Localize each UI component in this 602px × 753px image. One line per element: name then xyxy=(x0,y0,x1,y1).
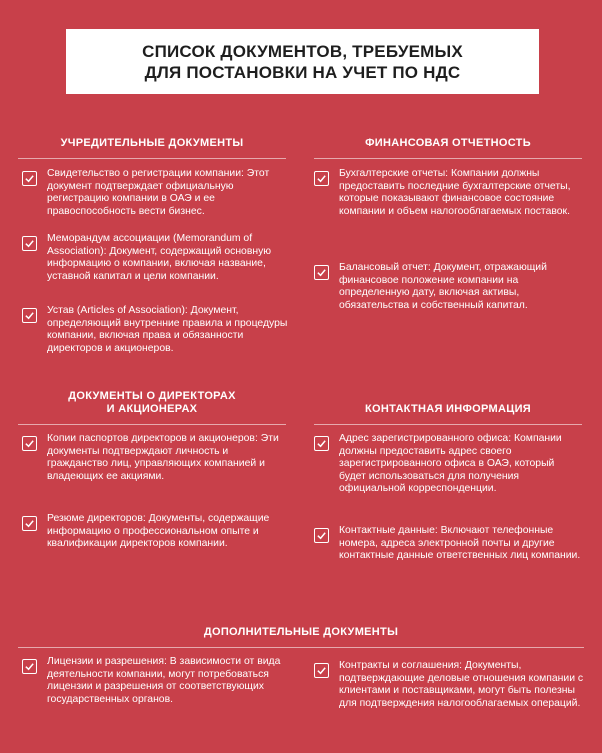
checkbox-check-icon xyxy=(22,308,37,323)
list-item xyxy=(314,262,584,312)
item-text: Меморандум ассоциации (Memorandum of Association): Документ, содержащий основную информацию о компании, включая название, уставной капитал и цели компании. xyxy=(47,233,272,282)
list-item xyxy=(314,168,584,218)
section-heading: УЧРЕДИТЕЛЬНЫЕ ДОКУМЕНТЫ xyxy=(60,137,244,149)
section-heading: ФИНАНСОВАЯ ОТЧЕТНОСТЬ xyxy=(365,137,531,149)
list-item xyxy=(314,525,584,563)
list-item xyxy=(22,433,292,483)
title-line-1: СПИСОК ДОКУМЕНТОВ, ТРЕБУЕМЫХ xyxy=(142,41,463,61)
list-item xyxy=(22,233,292,283)
section-heading xyxy=(18,390,286,416)
list-item xyxy=(22,305,292,355)
section-directors xyxy=(18,390,286,435)
section-divider xyxy=(18,158,286,159)
section-founding xyxy=(18,137,286,169)
list-item xyxy=(314,660,584,710)
list-item xyxy=(22,513,292,551)
item-text: Контракты и соглашения: Документы, подтверждающие деловые отношения компании с клиентами и поставщиками, могут быть полезны для подтверждения налогооблагаемых операций. xyxy=(339,660,584,709)
item-text: Балансовый отчет: Документ, отражающий финансовое положение компании на определенную дату, включая активы, обязательства и собственный капитал. xyxy=(339,262,547,311)
checkbox-check-icon xyxy=(22,659,37,674)
section-financial xyxy=(314,137,582,169)
document-title xyxy=(66,29,539,94)
section-divider xyxy=(18,647,584,648)
checkbox-check-icon xyxy=(22,171,37,186)
checkbox-check-icon xyxy=(22,236,37,251)
section-heading-line-1: ДОКУМЕНТЫ О ДИРЕКТОРАХ xyxy=(68,390,236,402)
checkbox-check-icon xyxy=(314,436,329,451)
checkbox-check-icon xyxy=(314,171,329,186)
section-heading: ДОПОЛНИТЕЛЬНЫЕ ДОКУМЕНТЫ xyxy=(203,626,399,638)
list-item xyxy=(22,168,292,218)
section-heading: КОНТАКТНАЯ ИНФОРМАЦИЯ xyxy=(365,403,531,415)
item-text: Резюме директоров: Документы, содержащие информацию о профессиональном опыте и квалификации директоров компании. xyxy=(47,513,270,550)
item-text: Лицензии и разрешения: В зависимости от вида деятельности компании, могут потребоваться лицензии и разрешения от соответствующих государственных органов. xyxy=(47,656,281,705)
checkbox-check-icon xyxy=(22,436,37,451)
item-text: Адрес зарегистрированного офиса: Компании должны предоставить адрес своего зарегистрированного офиса в ОАЭ, который будет использоваться для получения официальной корреспонденции. xyxy=(339,433,562,495)
checkbox-check-icon xyxy=(22,516,37,531)
checkbox-check-icon xyxy=(314,265,329,280)
item-text: Копии паспортов директоров и акционеров: Эти документы подтверждают личность и гражданство лиц, управляющих компанией и владеющих ее акциями. xyxy=(47,433,279,482)
item-text: Устав (Articles of Association): Документ, определяющий внутренние правила и процедуры компании, включая права и обязанности директоров и акционеров. xyxy=(47,305,288,354)
section-additional xyxy=(18,626,584,658)
section-contact xyxy=(314,403,582,435)
list-item xyxy=(22,656,292,706)
section-divider xyxy=(18,424,286,425)
section-divider xyxy=(314,158,582,159)
checkbox-check-icon xyxy=(314,663,329,678)
item-text: Бухгалтерские отчеты: Компании должны предоставить последние бухгалтерские отчеты, которые показывают финансовое состояние компании и объем налогооблагаемых поставок. xyxy=(339,168,571,217)
item-text: Контактные данные: Включают телефонные номера, адреса электронной почты и другие контактные данные ответственных лиц компании. xyxy=(339,525,581,562)
list-item xyxy=(314,433,584,496)
checkbox-check-icon xyxy=(314,528,329,543)
section-divider xyxy=(314,424,582,425)
item-text: Свидетельство о регистрации компании: Этот документ подтверждает официальную регистрацию компании в ОАЭ и ее правоспособность вести бизнес. xyxy=(47,168,270,217)
title-line-2: ДЛЯ ПОСТАНОВКИ НА УЧЕТ ПО НДС xyxy=(144,62,461,82)
section-heading-line-2: И АКЦИОНЕРАХ xyxy=(106,403,198,415)
